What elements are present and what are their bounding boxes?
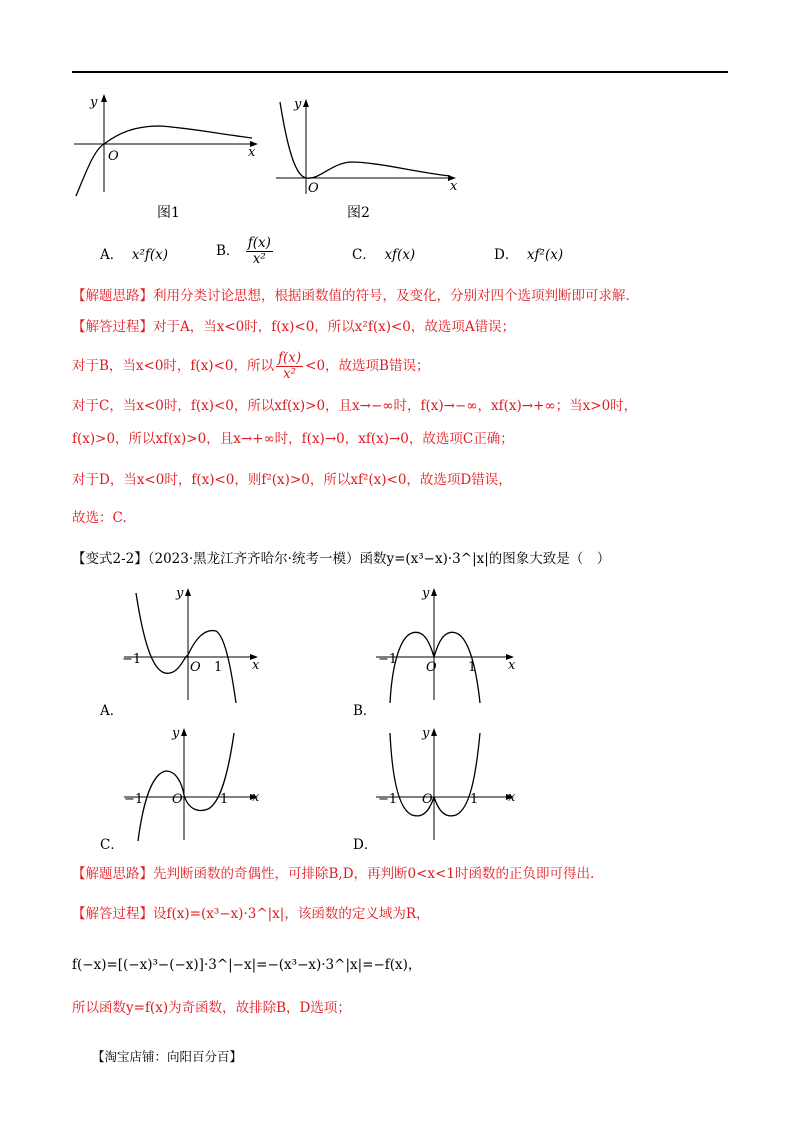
svg-text:O: O — [422, 792, 433, 807]
svg-text:O: O — [172, 792, 183, 807]
q1-idea: 【解题思路】利用分类讨论思想，根据函数值的符号，及变化，分别对四个选项判断即可求解. — [72, 288, 630, 304]
option-a-label[interactable]: A． — [100, 703, 124, 719]
graph-option-a[interactable] — [118, 585, 268, 705]
fig1-caption: 图1 — [157, 205, 180, 221]
svg-text:x: x — [508, 790, 516, 805]
svg-text:1: 1 — [470, 792, 479, 807]
q2-stem: 【变式2-2】（2023·黑龙江齐齐哈尔·统考一模）函数y=(x³−x)·3^|x|的图象大致是（ ） — [72, 551, 611, 567]
svg-text:y: y — [172, 726, 180, 741]
q2-process: 【解答过程】设f(x)=(x³−x)·3^|x|，该函数的定义域为R， — [72, 906, 430, 922]
svg-text:x: x — [508, 658, 516, 673]
header-rule — [72, 71, 728, 73]
svg-text:O: O — [308, 181, 319, 196]
svg-text:y: y — [422, 586, 430, 601]
svg-text:−1: −1 — [124, 792, 144, 807]
svg-text:y: y — [176, 586, 184, 601]
q1-line-b: 对于B，当x<0时，f(x)<0，所以 $\frac{f(x)}{\text{x²}}$ <0，故选项B错误； — [72, 350, 430, 382]
figure-1 — [70, 92, 270, 202]
svg-text:x: x — [252, 790, 260, 805]
option-d[interactable]: D． xf²(x) — [494, 247, 564, 263]
option-a[interactable]: A． x²f(x) — [100, 247, 169, 263]
svg-text:y: y — [294, 97, 302, 112]
q1-line-c2: f(x)>0，所以xf(x)>0，且x→+∞时，f(x)→0，xf(x)→0，故选项C正确； — [72, 431, 514, 447]
svg-text:1: 1 — [468, 660, 477, 675]
svg-text:−1: −1 — [378, 792, 398, 807]
fig2-caption: 图2 — [347, 205, 370, 221]
svg-text:y: y — [422, 726, 430, 741]
option-d-label[interactable]: D． — [353, 837, 378, 853]
figure-2 — [274, 92, 464, 202]
q2-idea: 【解题思路】先判断函数的奇偶性，可排除B,D，再判断0<x<1时函数的正负即可得出. — [72, 866, 595, 882]
svg-text:O: O — [426, 660, 437, 675]
footer-shop: 【淘宝店铺：向阳百分百】 — [92, 1049, 243, 1064]
graph-option-b[interactable] — [372, 585, 522, 705]
fig1-origin: O — [108, 149, 119, 164]
q2-conclusion: 所以函数y=f(x)为奇函数，故排除B，D选项； — [72, 1000, 351, 1016]
q2-odd-proof: f(−x)=[(−x)³−(−x)]·3^|−x|=−(x³−x)·3^|x|=−f(x)， — [72, 957, 422, 973]
svg-text:x: x — [252, 658, 260, 673]
option-c[interactable]: C． xf(x) — [352, 247, 416, 263]
option-b[interactable]: B． $\frac{f(x)}{\text{x²}}$ — [216, 235, 271, 267]
svg-text:−1: −1 — [122, 652, 142, 667]
svg-text:−1: −1 — [378, 652, 398, 667]
svg-text:1: 1 — [220, 792, 229, 807]
option-c-label[interactable]: C． — [100, 837, 124, 853]
graph-option-c[interactable] — [118, 725, 268, 845]
q1-answer: 故选：C. — [72, 510, 127, 526]
q1-line-d: 对于D，当x<0时，f(x)<0，则f²(x)>0，所以xf²(x)<0，故选项D错误， — [72, 472, 512, 488]
fig1-y-label: y — [90, 95, 98, 110]
graph-option-d[interactable] — [372, 725, 522, 845]
svg-text:O: O — [190, 660, 201, 675]
fig1-x-label: x — [248, 145, 256, 160]
svg-text:x: x — [450, 179, 458, 194]
option-b-label[interactable]: B． — [353, 703, 377, 719]
q1-process-a: 【解答过程】对于A，当x<0时，f(x)<0，所以x²f(x)<0，故选项A错误； — [72, 319, 516, 335]
svg-text:1: 1 — [214, 660, 223, 675]
q1-line-c1: 对于C，当x<0时，f(x)<0，所以xf(x)>0，且x→−∞时，f(x)→−∞，xf(x)→+∞；当x>0时， — [72, 398, 638, 414]
